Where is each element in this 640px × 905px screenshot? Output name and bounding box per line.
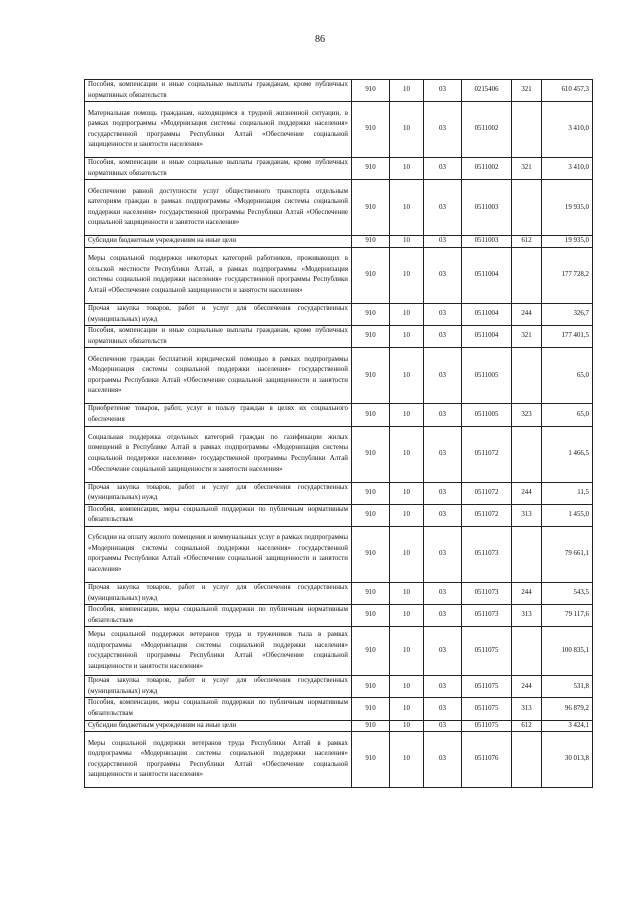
target-code-cell: 0511075 [462, 627, 512, 676]
row-name-cell: Материальная помощь гражданам, находящимся в трудной жизненной ситуации, в рамках подпрограммы «Модернизация системы социальной поддержки населения» государственной программы Республики Алтай «Обеспечение социальной защищенности и занятости населения» [85, 102, 352, 158]
expense-type-cell: 612 [512, 236, 542, 248]
section-code-cell: 10 [390, 504, 424, 526]
target-code-cell: 0511005 [462, 348, 512, 404]
ministry-code-cell: 910 [352, 582, 390, 604]
target-code-cell: 0511072 [462, 426, 512, 482]
amount-cell: 100 835,1 [542, 627, 593, 676]
section-code-cell: 10 [390, 158, 424, 180]
expense-type-cell [512, 348, 542, 404]
table-row [85, 482, 593, 504]
ministry-code-cell: 910 [352, 303, 390, 325]
section-code-cell: 10 [390, 303, 424, 325]
subsection-code-cell: 03 [424, 236, 462, 248]
expense-type-cell: 321 [512, 326, 542, 348]
row-name-cell: Приобретение товаров, работ, услуг в пользу граждан в целях их социального обеспечения [85, 404, 352, 426]
subsection-code-cell: 03 [424, 526, 462, 582]
row-name-cell: Обеспечение равной доступности услуг общественного транспорта отдельным категориям граждан в рамках подпрограммы «Модернизация системы социальной поддержки населения» государственной программы Республики Алтай «Обеспечение социальной защищенности и занятости населения» [85, 180, 352, 236]
expense-type-cell: 313 [512, 698, 542, 720]
amount-cell: 3 410,0 [542, 102, 593, 158]
expense-type-cell: 313 [512, 504, 542, 526]
ministry-code-cell: 910 [352, 504, 390, 526]
subsection-code-cell: 03 [424, 158, 462, 180]
expense-type-cell [512, 247, 542, 303]
subsection-code-cell: 03 [424, 732, 462, 788]
target-code-cell: 0511072 [462, 482, 512, 504]
ministry-code-cell: 910 [352, 180, 390, 236]
amount-cell: 531,8 [542, 676, 593, 698]
ministry-code-cell: 910 [352, 158, 390, 180]
table-row [85, 526, 593, 582]
amount-cell: 3 410,0 [542, 158, 593, 180]
table-row [85, 698, 593, 720]
target-code-cell: 0511075 [462, 676, 512, 698]
table-row [85, 582, 593, 604]
subsection-code-cell: 03 [424, 326, 462, 348]
amount-cell: 96 879,2 [542, 698, 593, 720]
ministry-code-cell: 910 [352, 348, 390, 404]
section-code-cell: 10 [390, 720, 424, 732]
row-name-cell: Субсидии бюджетным учреждениям на иные цели [85, 720, 352, 732]
row-name-cell: Пособия, компенсации и иные социальные выплаты гражданам, кроме публичных нормативных обязательств [85, 158, 352, 180]
ministry-code-cell: 910 [352, 720, 390, 732]
table-row [85, 80, 593, 102]
section-code-cell: 10 [390, 605, 424, 627]
subsection-code-cell: 03 [424, 482, 462, 504]
section-code-cell: 10 [390, 698, 424, 720]
amount-cell: 543,5 [542, 582, 593, 604]
subsection-code-cell: 03 [424, 676, 462, 698]
expense-type-cell: 612 [512, 720, 542, 732]
expense-type-cell: 244 [512, 482, 542, 504]
subsection-code-cell: 03 [424, 404, 462, 426]
amount-cell: 610 457,3 [542, 80, 593, 102]
target-code-cell: 0511073 [462, 582, 512, 604]
ministry-code-cell: 910 [352, 247, 390, 303]
target-code-cell: 0511073 [462, 605, 512, 627]
subsection-code-cell: 03 [424, 605, 462, 627]
ministry-code-cell: 910 [352, 676, 390, 698]
ministry-code-cell: 910 [352, 732, 390, 788]
amount-cell: 1 466,5 [542, 426, 593, 482]
section-code-cell: 10 [390, 526, 424, 582]
section-code-cell: 10 [390, 102, 424, 158]
amount-cell: 65,0 [542, 348, 593, 404]
expense-type-cell: 321 [512, 158, 542, 180]
target-code-cell: 0511005 [462, 404, 512, 426]
row-name-cell: Субсидии бюджетным учреждениям на иные цели [85, 236, 352, 248]
section-code-cell: 10 [390, 582, 424, 604]
table-row [85, 605, 593, 627]
row-name-cell: Меры социальной поддержки некоторых категорий работников, проживающих в сельской местности Республики Алтай, в рамках подпрограммы «Модернизация системы социальной поддержки населения» государственной программы Республики Алтай «Обеспечение социальной защищенности и занятости населения» [85, 247, 352, 303]
subsection-code-cell: 03 [424, 180, 462, 236]
target-code-cell: 0511076 [462, 732, 512, 788]
table-row [85, 303, 593, 325]
row-name-cell: Прочая закупка товаров, работ и услуг для обеспечения государственных (муниципальных) нужд [85, 582, 352, 604]
amount-cell: 19 935,0 [542, 236, 593, 248]
amount-cell: 79 661,1 [542, 526, 593, 582]
ministry-code-cell: 910 [352, 80, 390, 102]
amount-cell: 177 401,5 [542, 326, 593, 348]
ministry-code-cell: 910 [352, 526, 390, 582]
table-row [85, 158, 593, 180]
amount-cell: 19 935,0 [542, 180, 593, 236]
section-code-cell: 10 [390, 627, 424, 676]
subsection-code-cell: 03 [424, 348, 462, 404]
target-code-cell: 0511003 [462, 236, 512, 248]
target-code-cell: 0511002 [462, 102, 512, 158]
target-code-cell: 0511004 [462, 326, 512, 348]
ministry-code-cell: 910 [352, 326, 390, 348]
amount-cell: 30 013,8 [542, 732, 593, 788]
expense-type-cell [512, 426, 542, 482]
table-row [85, 627, 593, 676]
section-code-cell: 10 [390, 348, 424, 404]
section-code-cell: 10 [390, 732, 424, 788]
budget-table [84, 79, 593, 788]
table-row [85, 504, 593, 526]
ministry-code-cell: 910 [352, 482, 390, 504]
section-code-cell: 10 [390, 236, 424, 248]
subsection-code-cell: 03 [424, 698, 462, 720]
section-code-cell: 10 [390, 247, 424, 303]
expense-type-cell: 321 [512, 80, 542, 102]
ministry-code-cell: 910 [352, 698, 390, 720]
row-name-cell: Обеспечение граждан бесплатной юридической помощью в рамках подпрограммы «Модернизация системы социальной поддержки населения» государственной программы Республики Алтай «Обеспечение социальной защищенности и занятости населения» [85, 348, 352, 404]
table-row [85, 732, 593, 788]
ministry-code-cell: 910 [352, 102, 390, 158]
target-code-cell: 0511004 [462, 247, 512, 303]
row-name-cell: Социальная поддержка отдельных категорий граждан по газификации жилых помещений в Республике Алтай в рамках подпрограммы «Модернизация системы социальной поддержки населения» государственной программы Республики Алтай «Обеспечение социальной защищенности и занятости населения» [85, 426, 352, 482]
table-row [85, 102, 593, 158]
ministry-code-cell: 910 [352, 404, 390, 426]
expense-type-cell [512, 526, 542, 582]
table-row [85, 426, 593, 482]
section-code-cell: 10 [390, 326, 424, 348]
section-code-cell: 10 [390, 676, 424, 698]
table-row [85, 247, 593, 303]
section-code-cell: 10 [390, 180, 424, 236]
ministry-code-cell: 910 [352, 236, 390, 248]
row-name-cell: Прочая закупка товаров, работ и услуг для обеспечения государственных (муниципальных) нужд [85, 303, 352, 325]
row-name-cell: Прочая закупка товаров, работ и услуг для обеспечения государственных (муниципальных) нужд [85, 676, 352, 698]
table-row [85, 676, 593, 698]
row-name-cell: Пособия, компенсации, меры социальной поддержки по публичным нормативным обязательствам [85, 504, 352, 526]
expense-type-cell [512, 102, 542, 158]
amount-cell: 65,0 [542, 404, 593, 426]
expense-type-cell: 323 [512, 404, 542, 426]
table-body [85, 80, 593, 788]
section-code-cell: 10 [390, 404, 424, 426]
section-code-cell: 10 [390, 426, 424, 482]
expense-type-cell [512, 627, 542, 676]
amount-cell: 79 117,6 [542, 605, 593, 627]
target-code-cell: 0511072 [462, 504, 512, 526]
row-name-cell: Меры социальной поддержки ветеранов труда Республики Алтай в рамках подпрограммы «Модернизация системы социальной поддержки населения» государственной программы Республики Алтай «Обеспечение социальной защищенности и занятости населения» [85, 732, 352, 788]
subsection-code-cell: 03 [424, 582, 462, 604]
subsection-code-cell: 03 [424, 80, 462, 102]
ministry-code-cell: 910 [352, 605, 390, 627]
row-name-cell: Пособия, компенсации, меры социальной поддержки по публичным нормативным обязательствам [85, 698, 352, 720]
table-row [85, 404, 593, 426]
row-name-cell: Меры социальной поддержки ветеранов труда и тружеников тыла в рамках подпрограммы «Модернизация системы социальной поддержки населения» государственной программы Республики Алтай «Обеспечение социальной защищенности и занятости населения» [85, 627, 352, 676]
expense-type-cell: 244 [512, 582, 542, 604]
amount-cell: 177 728,2 [542, 247, 593, 303]
table-row [85, 180, 593, 236]
amount-cell: 326,7 [542, 303, 593, 325]
target-code-cell: 0215406 [462, 80, 512, 102]
target-code-cell: 0511075 [462, 698, 512, 720]
expense-type-cell [512, 732, 542, 788]
subsection-code-cell: 03 [424, 426, 462, 482]
subsection-code-cell: 03 [424, 303, 462, 325]
ministry-code-cell: 910 [352, 426, 390, 482]
expense-type-cell [512, 180, 542, 236]
page-number: 86 [315, 34, 325, 45]
subsection-code-cell: 03 [424, 504, 462, 526]
target-code-cell: 0511075 [462, 720, 512, 732]
row-name-cell: Прочая закупка товаров, работ и услуг для обеспечения государственных (муниципальных) нужд [85, 482, 352, 504]
table-row [85, 348, 593, 404]
row-name-cell: Пособия, компенсации, меры социальной поддержки по публичным нормативным обязательствам [85, 605, 352, 627]
amount-cell: 3 424,1 [542, 720, 593, 732]
row-name-cell: Пособия, компенсации и иные социальные выплаты гражданам, кроме публичных нормативных обязательств [85, 326, 352, 348]
expense-type-cell: 244 [512, 303, 542, 325]
table-row [85, 326, 593, 348]
section-code-cell: 10 [390, 482, 424, 504]
amount-cell: 11,5 [542, 482, 593, 504]
subsection-code-cell: 03 [424, 102, 462, 158]
amount-cell: 1 455,0 [542, 504, 593, 526]
target-code-cell: 0511003 [462, 180, 512, 236]
subsection-code-cell: 03 [424, 247, 462, 303]
section-code-cell: 10 [390, 80, 424, 102]
expense-type-cell: 244 [512, 676, 542, 698]
expense-type-cell: 313 [512, 605, 542, 627]
table-row [85, 720, 593, 732]
row-name-cell: Субсидии на оплату жилого помещения и коммунальных услуг в рамках подпрограммы «Модернизация системы социальной поддержки населения» государственной программы Республики Алтай «Обеспечение социальной защищенности и занятости населения» [85, 526, 352, 582]
subsection-code-cell: 03 [424, 720, 462, 732]
target-code-cell: 0511004 [462, 303, 512, 325]
table-row [85, 236, 593, 248]
target-code-cell: 0511002 [462, 158, 512, 180]
target-code-cell: 0511073 [462, 526, 512, 582]
row-name-cell: Пособия, компенсации и иные социальные выплаты гражданам, кроме публичных нормативных обязательств [85, 80, 352, 102]
subsection-code-cell: 03 [424, 627, 462, 676]
ministry-code-cell: 910 [352, 627, 390, 676]
